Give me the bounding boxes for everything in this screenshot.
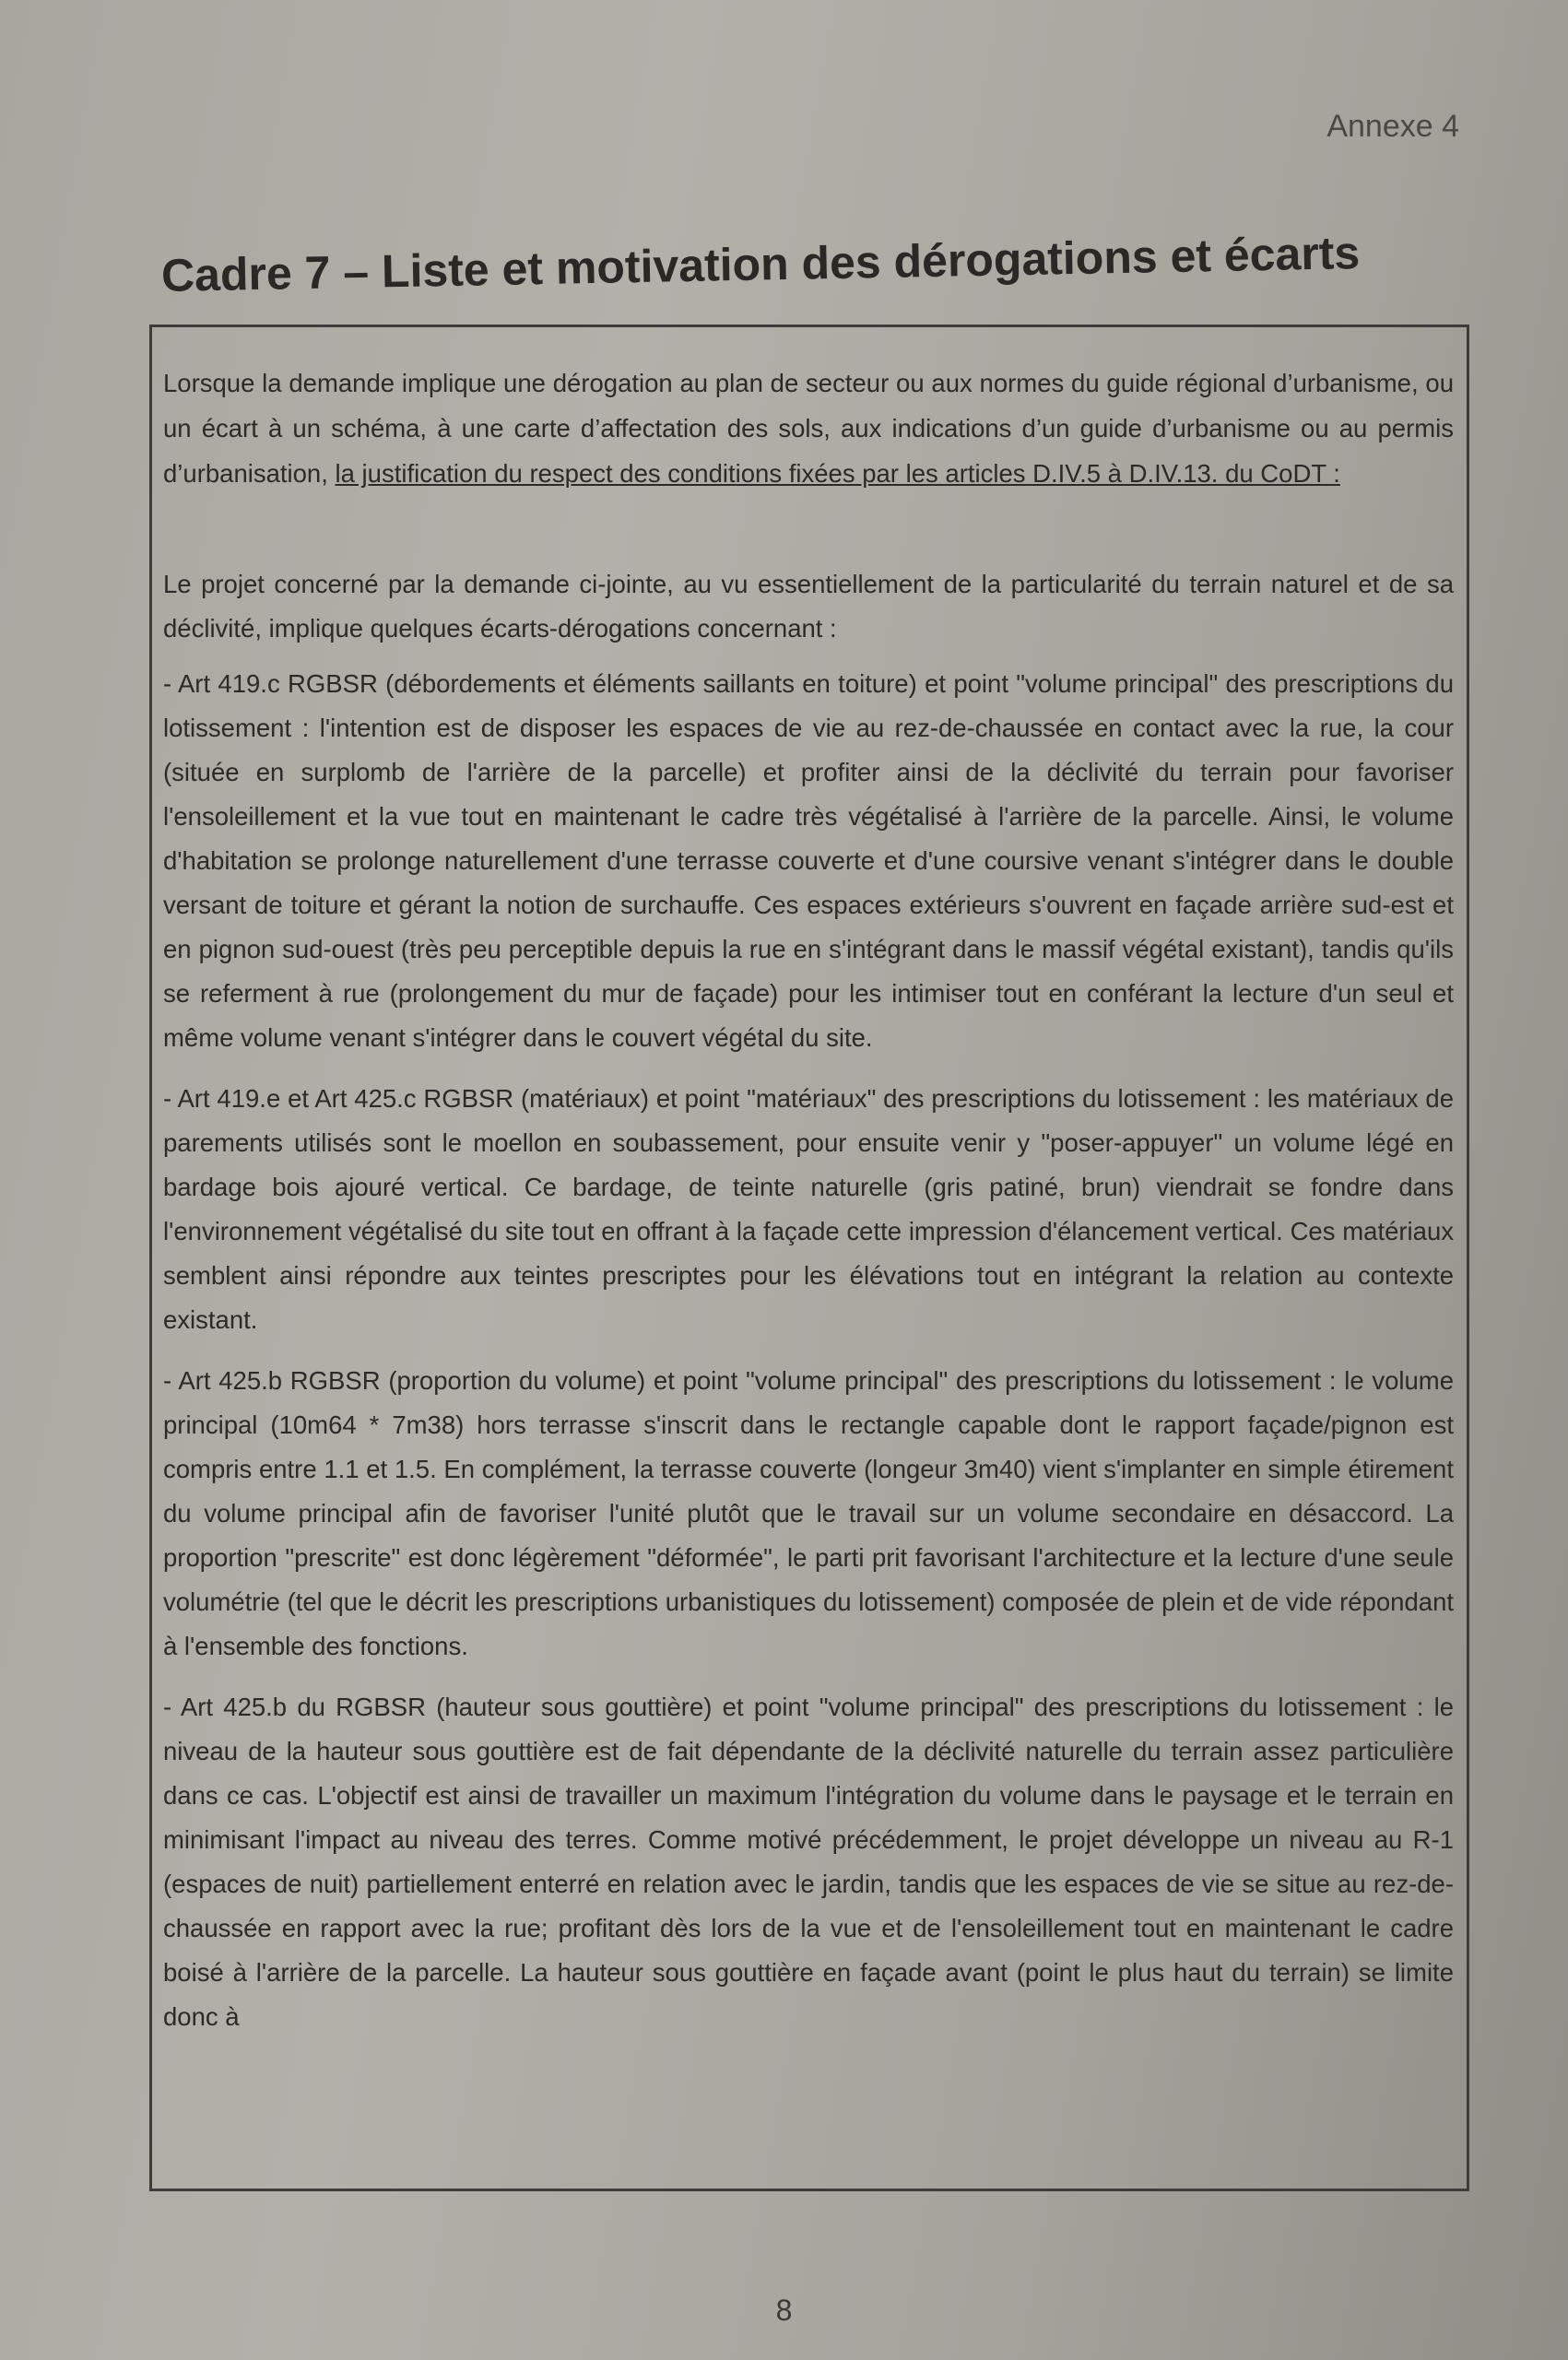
content-frame <box>149 324 1469 2191</box>
derogation-item-roof: - Art 419.c RGBSR (débordements et éléments saillants en toiture) et point "volume principal" des prescriptions du lotissement : l'intention est de disposer les espaces de vie au rez-de-chaussée en contact avec la rue, la cour (située en surplomb de l'arrière de la parcelle) et profiter ainsi de la déclivité du terrain pour favoriser l'ensoleillement et la vue tout en maintenant le cadre très végétalisé à l'arrière de la parcelle. Ainsi, le volume d'habitation se prolonge naturellement d'une terrasse couverte et d'une coursive venant s'intégrer dans le double versant de toiture et gérant la notion de surchauffe. Ces espaces extérieurs s'ouvrent en façade arrière sud-est et en pignon sud-ouest (très peu perceptible depuis la rue en s'intégrant dans le massif végétal existant), tandis qu'ils se referment à rue (prolongement du mur de façade) pour les intimiser tout en conférant la lecture d'un seul et même volume venant s'intégrer dans le couvert végétal du site. <box>163 669 1454 1052</box>
derogation-item-proportion: - Art 425.b RGBSR (proportion du volume) et point "volume principal" des prescriptions du lotissement : le volume principal (10m64 * 7m38) hors terrasse s'inscrit dans le rectangle capable dont le rapport façade/pignon est compris entre 1.1 et 1.5. En complément, la terrasse couverte (longeur 3m40) vient s'implanter en simple étirement du volume principal afin de favoriser l'unité plutôt que le travail sur un volume secondaire en désaccord. La proportion "prescrite" est donc légèrement "déformée", le parti prit favorisant l'architecture et la lecture d'une seule volumétrie (tel que le décrit les prescriptions urbanistiques du lotissement) composée de plein et de vide répondant à l'ensemble des fonctions. <box>163 1366 1454 1660</box>
annex-label: Annexe 4 <box>1326 109 1459 144</box>
intro-paragraph <box>163 360 1454 496</box>
lead-paragraph: Le projet concerné par la demande ci-jointe, au vu essentiellement de la particularité du terrain naturel et de sa déclivité, implique quelques écarts-dérogations concernant : <box>163 570 1454 643</box>
derogation-item-height: - Art 425.b du RGBSR (hauteur sous gouttière) et point "volume principal" des prescriptions du lotissement : le niveau de la hauteur sous gouttière est de fait dépendante de la déclivité naturelle du terrain assez particulière dans ce cas. L'objectif est ainsi de travailler un maximum l'intégration du volume dans le paysage et le terrain en minimisant l'impact au niveau des terres. Comme motivé précédemment, le projet développe un niveau au R-1 (espaces de nuit) partiellement enterré en relation avec le jardin, tandis que les espaces de vie se situe au rez-de-chaussée en rapport avec la rue; profitant dès lors de la vue et de l'ensoleillement tout en maintenant le cadre boisé à l'arrière de la parcelle. La hauteur sous gouttière en façade avant (point le plus haut du terrain) se limite donc à <box>163 1693 1454 2031</box>
derogation-item-materials: - Art 419.e et Art 425.c RGBSR (matériaux) et point "matériaux" des prescriptions du lotissement : les matériaux de parements utilisés sont le moellon en soubassement, pour ensuite venir y "poser-appuyer" un volume légé en bardage bois ajouré vertical. Ce bardage, de teinte naturelle (gris patiné, brun) viendrait se fondre dans l'environnement végétalisé du site tout en offrant à la façade cette impression d'élancement vertical. Ces matériaux semblent ainsi répondre aux teintes prescriptes pour les élévations tout en intégrant la relation au contexte existant. <box>163 1084 1454 1334</box>
intro-text: Lorsque la demande implique une dérogation au plan de secteur ou aux normes du guide régional d’urbanisme, ou un écart à un schéma, à une carte d’affectation des sols, aux indications d’un guide d’urbanisme ou au permis d’urbanisation, <box>163 369 1454 488</box>
page-title: Cadre 7 – Liste et motivation des dérogations et écarts <box>160 227 1361 301</box>
page-number: 8 <box>775 2294 793 2327</box>
intro-underlined-text: la justification du respect des conditions fixées par les articles D.IV.5 à D.IV.13. du CoDT : <box>335 459 1340 488</box>
frame-text <box>163 327 1454 2039</box>
